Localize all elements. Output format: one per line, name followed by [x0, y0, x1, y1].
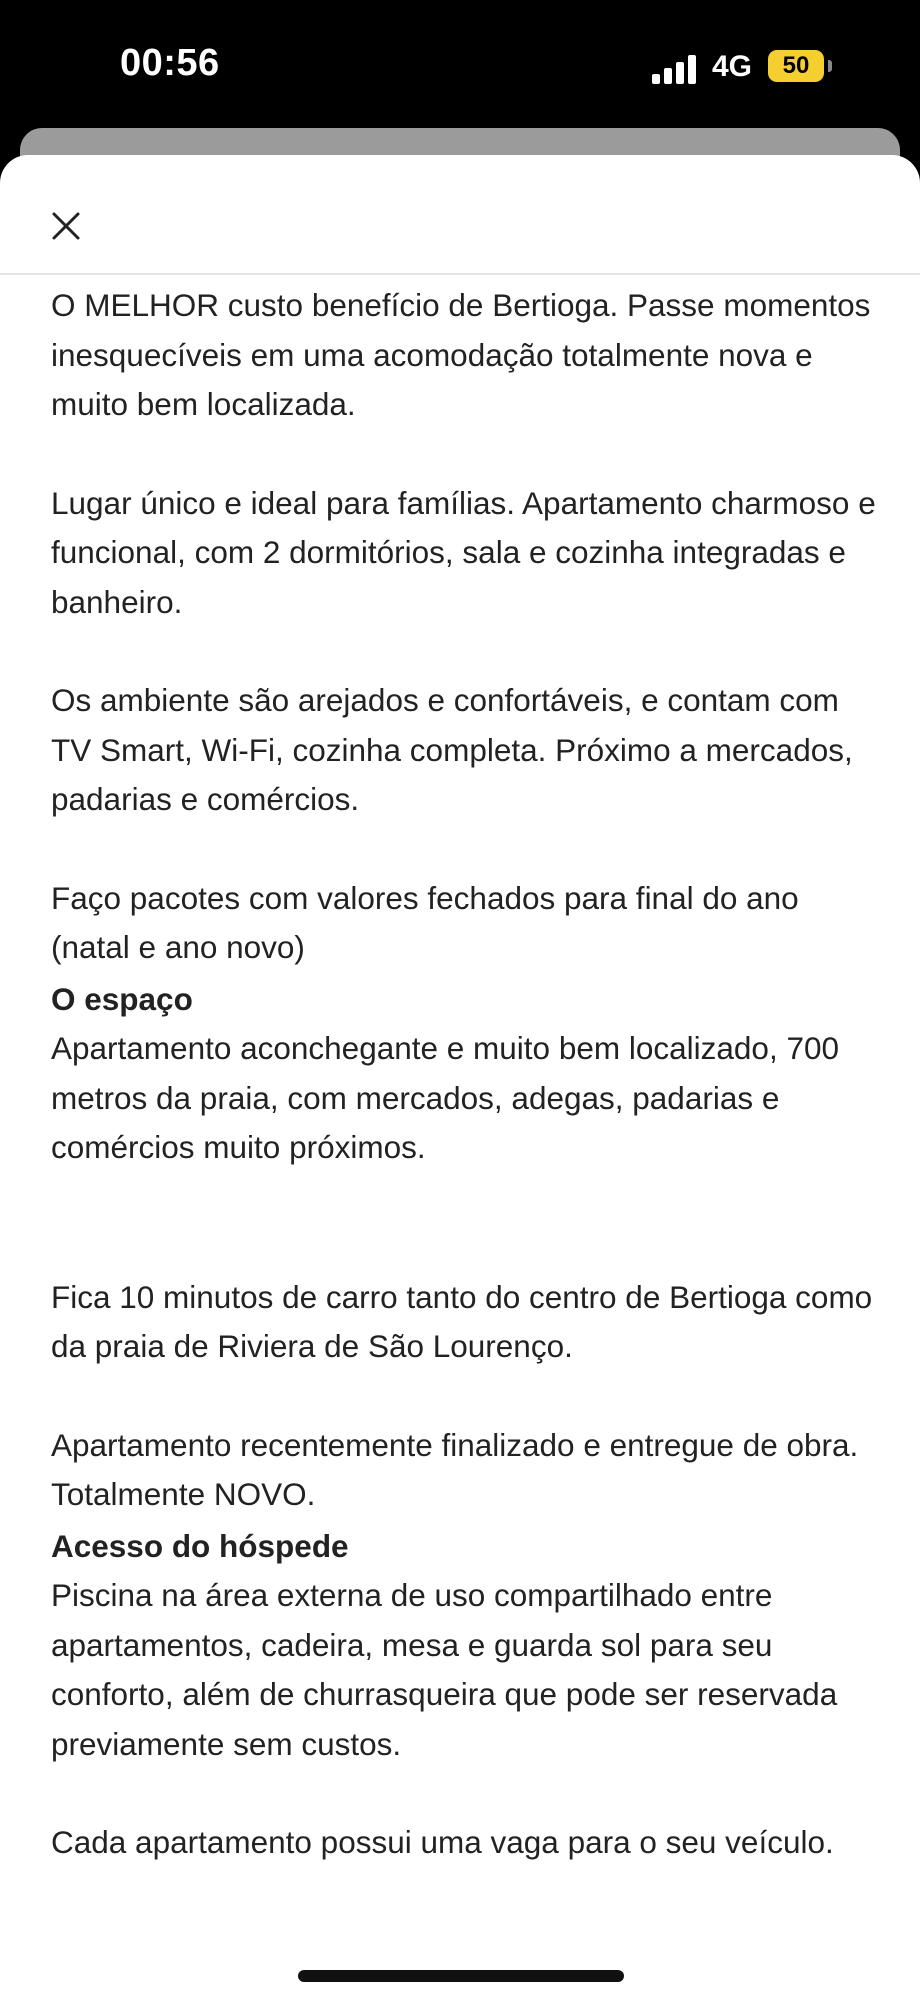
description-paragraph: O MELHOR custo benefício de Bertioga. Passe momentos inesquecíveis em uma acomodação totalmente nova e muito bem localizada. [51, 287, 871, 422]
status-bar [0, 0, 920, 130]
battery-cap [828, 60, 832, 72]
guest-access-paragraph: Piscina na área externa de uso compartilhado entre apartamentos, cadeira, mesa e guarda sol para seu conforto, além de churrasqueira que pode ser reservada previamente sem custos. [51, 1577, 838, 1762]
space-section-title: O espaço [51, 980, 193, 1017]
description-paragraph: Os ambiente são arejados e confortáveis, e contam com TV Smart, Wi-Fi, cozinha completa. Próximo a mercados, padarias e comércios. [51, 682, 853, 817]
guest-access-section-title: Acesso do hóspede [51, 1527, 349, 1564]
guest-access-paragraph: Cada apartamento possui uma vaga para o seu veículo. [51, 1824, 834, 1860]
description-paragraph: Lugar único e ideal para famílias. Apartamento charmoso e funcional, com 2 dormitórios, sala e cozinha integradas e banheiro. [51, 484, 876, 620]
space-paragraph: Fica 10 minutos de carro tanto do centro de Bertioga como da praia de Riviera de São Lourenço. [51, 1278, 873, 1364]
spacer [51, 1173, 881, 1273]
space-paragraph: Apartamento aconchegante e muito bem localizado, 700 metros da praia, com mercados, adegas, padarias e comércios muito próximos. [51, 1030, 840, 1165]
description-paragraph: Faço pacotes com valores fechados para final do ano (natal e ano novo) [51, 879, 799, 965]
status-time: 00:56 [120, 42, 220, 84]
sheet-header [0, 155, 920, 275]
close-icon [36, 197, 96, 257]
listing-description [51, 281, 881, 1917]
space-paragraph: Apartamento recentemente finalizado e entregue de obra. Totalmente NOVO. [51, 1426, 859, 1512]
battery-icon: 50 [768, 50, 824, 82]
close-button[interactable] [36, 197, 96, 257]
signal-strength-icon [652, 54, 700, 84]
home-indicator[interactable] [298, 1970, 624, 1982]
network-type: 4G [712, 50, 753, 83]
description-sheet [0, 155, 920, 2000]
